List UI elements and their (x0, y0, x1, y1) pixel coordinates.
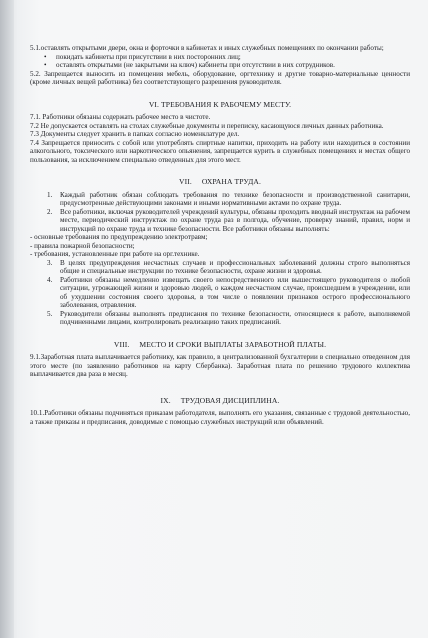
list-item: 1. Каждый работник обязан соблюдать требования по технике безопасности и производственной санитарии, предусмотренные действующими законами и иными нормативными актами по охране труда. (47, 190, 410, 207)
section-6-heading: VI. ТРЕБОВАНИЯ К РАБОЧЕМУ МЕСТУ. (148, 99, 292, 109)
document-body (30, 44, 410, 426)
section-9-title: ТРУДОВАЯ ДИСЦИПЛИНА. (180, 395, 280, 405)
paragraph-7-2: 7.2 Не допускается оставлять на столах служебные документы и переписку, касающуюся личных данных работника. (30, 121, 384, 130)
paragraph-7-3: 7.3 Документы следует хранить в папках согласно номенклатуре дел. (30, 130, 240, 138)
section-9-heading (30, 397, 410, 406)
section-7-heading (30, 178, 410, 187)
dash-item: - требования, установленные при работе на орг.технике. (30, 250, 200, 258)
section-8-number: VIII. (113, 339, 130, 349)
paragraph-10-1: 10.1.Работники обязаны подчиняться приказам работодателя, выполнять его указания, связанные с трудовой деятельностью, а также приказы и предписания, доводимые с помощью служебных инструкций или объявлений. (30, 409, 410, 426)
section-8-heading (30, 341, 410, 350)
bullet-item: • покидать кабинеты при присутствии в них посторонних лиц; (30, 53, 410, 62)
section-8-title: МЕСТО И СРОКИ ВЫПЛАТЫ ЗАРАБОТНОЙ ПЛАТЫ. (139, 339, 327, 349)
section-7-title: ОХРАНА ТРУДА. (201, 177, 261, 186)
section-7-number: VII. (179, 177, 192, 186)
bullet-item: • оставлять открытыми (не закрытыми на ключ) кабинеты при отсутствии в них сотрудников. (30, 61, 410, 70)
paragraph-5-2: 5.2. Запрещается выносить из помещения мебель, оборудование, оргтехнику и другие товарно-материальные ценности (кроме личных вещей работника) без соответствующего разрешения руководителя. (30, 69, 410, 86)
list-item: 4. Работники обязаны немедленно извещать своего непосредственного или вышестоящего руководителя о любой ситуации, угрожающей жизни и здоровью людей, о каждом несчастном случае, происшедшем в учреждении, или об ухудшении состояния своего здоровья, в том числе о появлении признаков острого профессионального заболевания, отравления. (47, 275, 410, 309)
section-9-number: IX. (160, 395, 171, 405)
paragraph-9-1: 9.1.Заработная плата выплачивается работнику, как правило, в централизованной бухгалтерии в специально отведенном для этого месте (по заявлению работников на карту Сбербанка). Заработная плата по решению трудового коллектива выплачивается два раза в месяц. (30, 353, 410, 378)
page-binding-edge (0, 0, 14, 638)
paragraph-5-1: 5.1.оставлять открытыми двери, окна и форточки в кабинетах и иных служебных помещениях по окончании работы; (30, 44, 384, 52)
list-item: 3. В целях предупреждения несчастных случаев и профессиональных заболеваний должны строго выполняться общие и специальные инструкции по технике безопасности, охране жизни и здоровья. (47, 258, 410, 275)
list-item: 5. Руководители обязаны выполнять предписания по технике безопасности, относящиеся к работе, выполняемой подчиненными лицами, контролировать реализацию таких предписаний. (47, 309, 410, 326)
paragraph-7-4: 7.4 Запрещается приносить с собой или употреблять спиртные напитки, приходить на работу или находиться в состоянии алкогольного, токсического или наркотического опьянения, запрещается курить в служебных помещениях и местах общего пользования, за исключением специально отведенных для этого мест. (30, 138, 410, 164)
dash-item: - правила пожарной безопасности; (30, 241, 135, 250)
paragraph-7-1: 7.1. Работники обязаны содержать рабочее место в чистоте. (30, 113, 211, 121)
list-item: 2. Все работники, включая руководителей учреждений культуры, обязаны проходить вводный инструктаж на рабочем месте, периодический инструктаж по охране труда раз в полгода, обучение, проверку знаний, правил, норм и инструкций по охране труда и технике безопасности. Все работники обязаны выполнять: (47, 207, 410, 233)
dash-item: - основные требования по предупреждению электротравм; (30, 233, 208, 241)
